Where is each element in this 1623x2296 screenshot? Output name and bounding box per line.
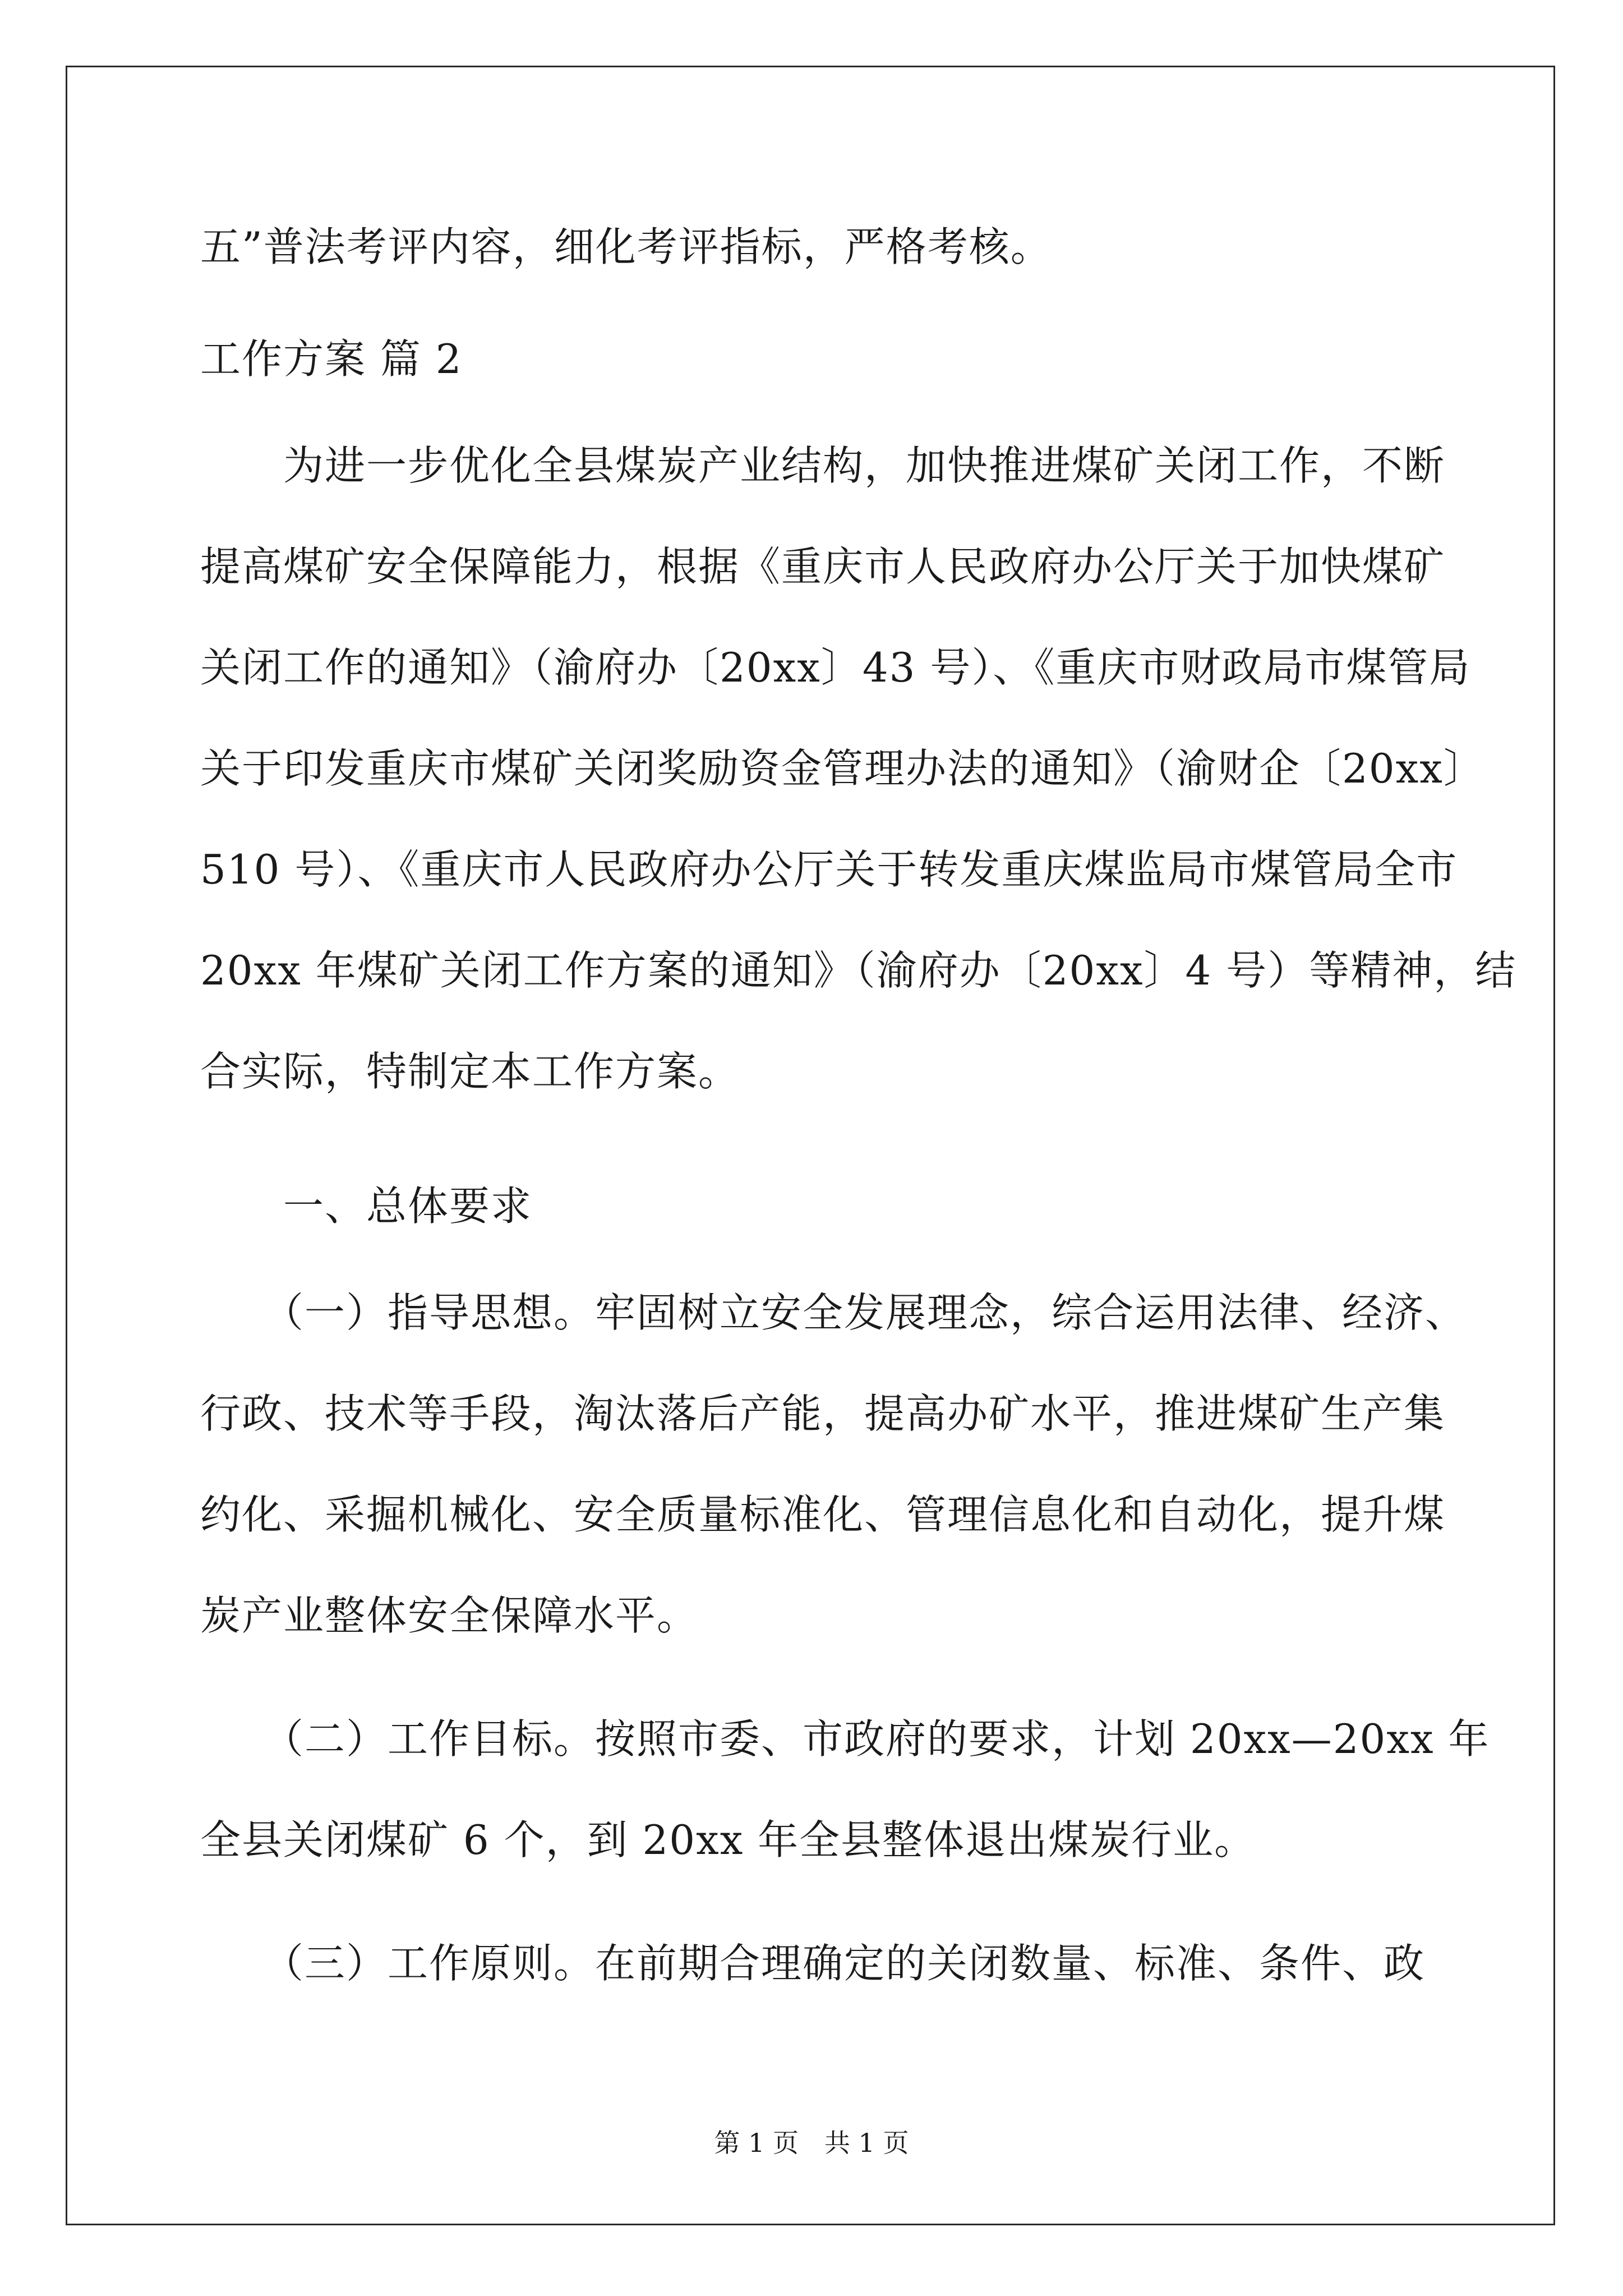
text-line: 炭产业整体安全保障水平。 [200,1592,699,1639]
text-line: 提高煤矿安全保障能力，根据《重庆市人民政府办公厅关于加快煤矿 [200,543,1446,590]
page-number-footer: 第 1 页 共 1 页 [714,2128,909,2158]
text-line: 510 号）、《重庆市人民政府办公厅关于转发重庆煤监局市煤管局全市 [200,846,1458,893]
text-line: 关于印发重庆市煤矿关闭奖励资金管理办法的通知》（渝财企〔20xx〕 [200,745,1485,792]
text-line: 五”普法考评内容，细化考评指标，严格考核。 [200,223,1052,270]
text-line: 约化、采掘机械化、安全质量标准化、管理信息化和自动化，提升煤 [200,1491,1446,1538]
text-line: 关闭工作的通知》（渝府办〔20xx〕43 号）、《重庆市财政局市煤管局 [200,644,1471,691]
text-line: （二）工作目标。按照市委、市政府的要求，计划 20xx—20xx 年 [200,1715,1490,1763]
section-heading: 工作方案 篇 2 [200,335,463,383]
text-line: 20xx 年煤矿关闭工作方案的通知》（渝府办〔20xx〕4 号）等精神，结 [200,947,1517,994]
text-line: （一）指导思想。牢固树立安全发展理念，综合运用法律、经济、 [200,1289,1467,1336]
text-line: 全县关闭煤矿 6 个，到 20xx 年全县整体退出煤炭行业。 [200,1816,1256,1864]
text-line: （三）工作原则。在前期合理确定的关闭数量、标准、条件、政 [200,1940,1426,1987]
subsection-heading: 一、总体要求 [200,1182,533,1230]
text-line: 行政、技术等手段，淘汰落后产能，提高办矿水平，推进煤矿生产集 [200,1390,1446,1437]
page-border [66,66,1555,2225]
text-line: 为进一步优化全县煤炭产业结构，加快推进煤矿关闭工作，不断 [200,442,1446,489]
text-line: 合实际，特制定本工作方案。 [200,1048,740,1095]
